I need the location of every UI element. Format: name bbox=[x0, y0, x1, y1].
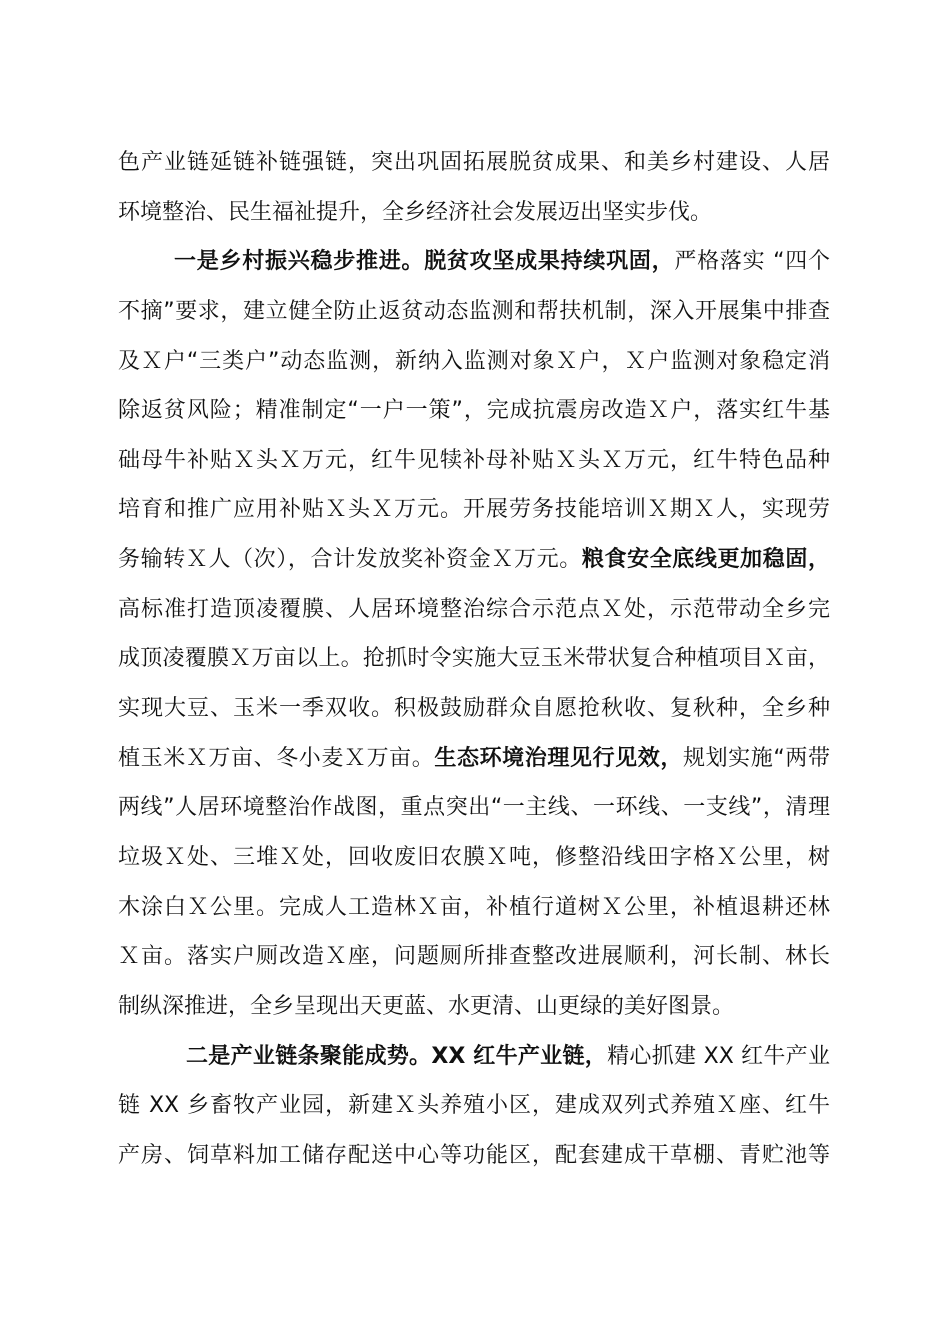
text-line: 垃圾Ｘ处、三堆Ｘ处，回收废旧农膜Ｘ吨，修整沿线田字格Ｘ公里，树 bbox=[118, 844, 830, 870]
text-line: 链 XX 乡畜牧产业园，新建Ｘ头养殖小区，建成双列式养殖Ｘ座、红牛 bbox=[118, 1093, 830, 1119]
text-line: 两线”人居环境整治作战图，重点突出“一主线、一环线、一支线”，清理 bbox=[118, 795, 830, 821]
subsection-heading: 脱贫攻坚成果持续巩固， bbox=[424, 249, 675, 275]
text-line: 高标准打造顶凌覆膜、人居环境整治综合示范点Ｘ处，示范带动全乡完 bbox=[118, 596, 830, 622]
body-text bbox=[118, 138, 830, 1180]
section-heading: 一是乡村振兴稳步推进。 bbox=[174, 249, 425, 275]
text-line: 环境整治、民生福祉提升，全乡经济社会发展迈出坚实步伐。 bbox=[118, 199, 713, 225]
text-line: 除返贫风险；精准制定“一户一策”，完成抗震房改造Ｘ户，落实红牛基 bbox=[118, 398, 830, 424]
subsection-heading: XX 红牛产业链， bbox=[431, 1043, 608, 1069]
text-line: 及Ｘ户“三类户”动态监测，新纳入监测对象Ｘ户，Ｘ户监测对象稳定消 bbox=[118, 348, 830, 374]
text-line: 务输转Ｘ人（次），合计发放奖补资金Ｘ万元。粮食安全底线更加稳固， bbox=[118, 547, 830, 573]
text-line: Ｘ亩。落实户厕改造Ｘ座，问题厕所排查整改进展顺利，河长制、林长 bbox=[118, 944, 830, 970]
subsection-heading: 粮食安全底线更加稳固， bbox=[581, 547, 830, 573]
text-line: 产房、饲草料加工储存配送中心等功能区，配套建成干草棚、青贮池等 bbox=[118, 1142, 830, 1168]
paragraph-heading-line: 一是乡村振兴稳步推进。脱贫攻坚成果持续巩固，严格落实 “四个 bbox=[174, 249, 830, 275]
text-line: 培育和推广应用补贴Ｘ头Ｘ万元。开展劳务技能培训Ｘ期Ｘ人，实现劳 bbox=[118, 497, 830, 523]
paragraph-heading-line: 二是产业链条聚能成势。XX 红牛产业链，精心抓建 XX 红牛产业 bbox=[186, 1043, 830, 1069]
text-line: 植玉米Ｘ万亩、冬小麦Ｘ万亩。生态环境治理见行见效，规划实施“两带 bbox=[118, 745, 830, 771]
text-line: 实现大豆、玉米一季双收。积极鼓励群众自愿抢秋收、复秋种，全乡种 bbox=[118, 696, 830, 722]
text-line: 制纵深推进，全乡呈现出天更蓝、水更清、山更绿的美好图景。 bbox=[118, 993, 735, 1019]
subsection-heading: 生态环境治理见行见效， bbox=[434, 745, 683, 771]
section-heading: 二是产业链条聚能成势。 bbox=[186, 1043, 432, 1069]
text-line: 成顶凌覆膜Ｘ万亩以上。抢抓时令实施大豆玉米带状复合种植项目Ｘ亩， bbox=[118, 646, 830, 672]
text-line: 础母牛补贴Ｘ头Ｘ万元，红牛见犊补母补贴Ｘ头Ｘ万元，红牛特色品种 bbox=[118, 447, 830, 473]
text-line: 不摘”要求，建立健全防止返贫动态监测和帮扶机制，深入开展集中排查 bbox=[118, 298, 830, 324]
text-line: 色产业链延链补链强链，突出巩固拓展脱贫成果、和美乡村建设、人居 bbox=[118, 150, 830, 175]
text-line: 木涂白Ｘ公里。完成人工造林Ｘ亩，补植行道树Ｘ公里，补植退耕还林 bbox=[118, 894, 830, 920]
